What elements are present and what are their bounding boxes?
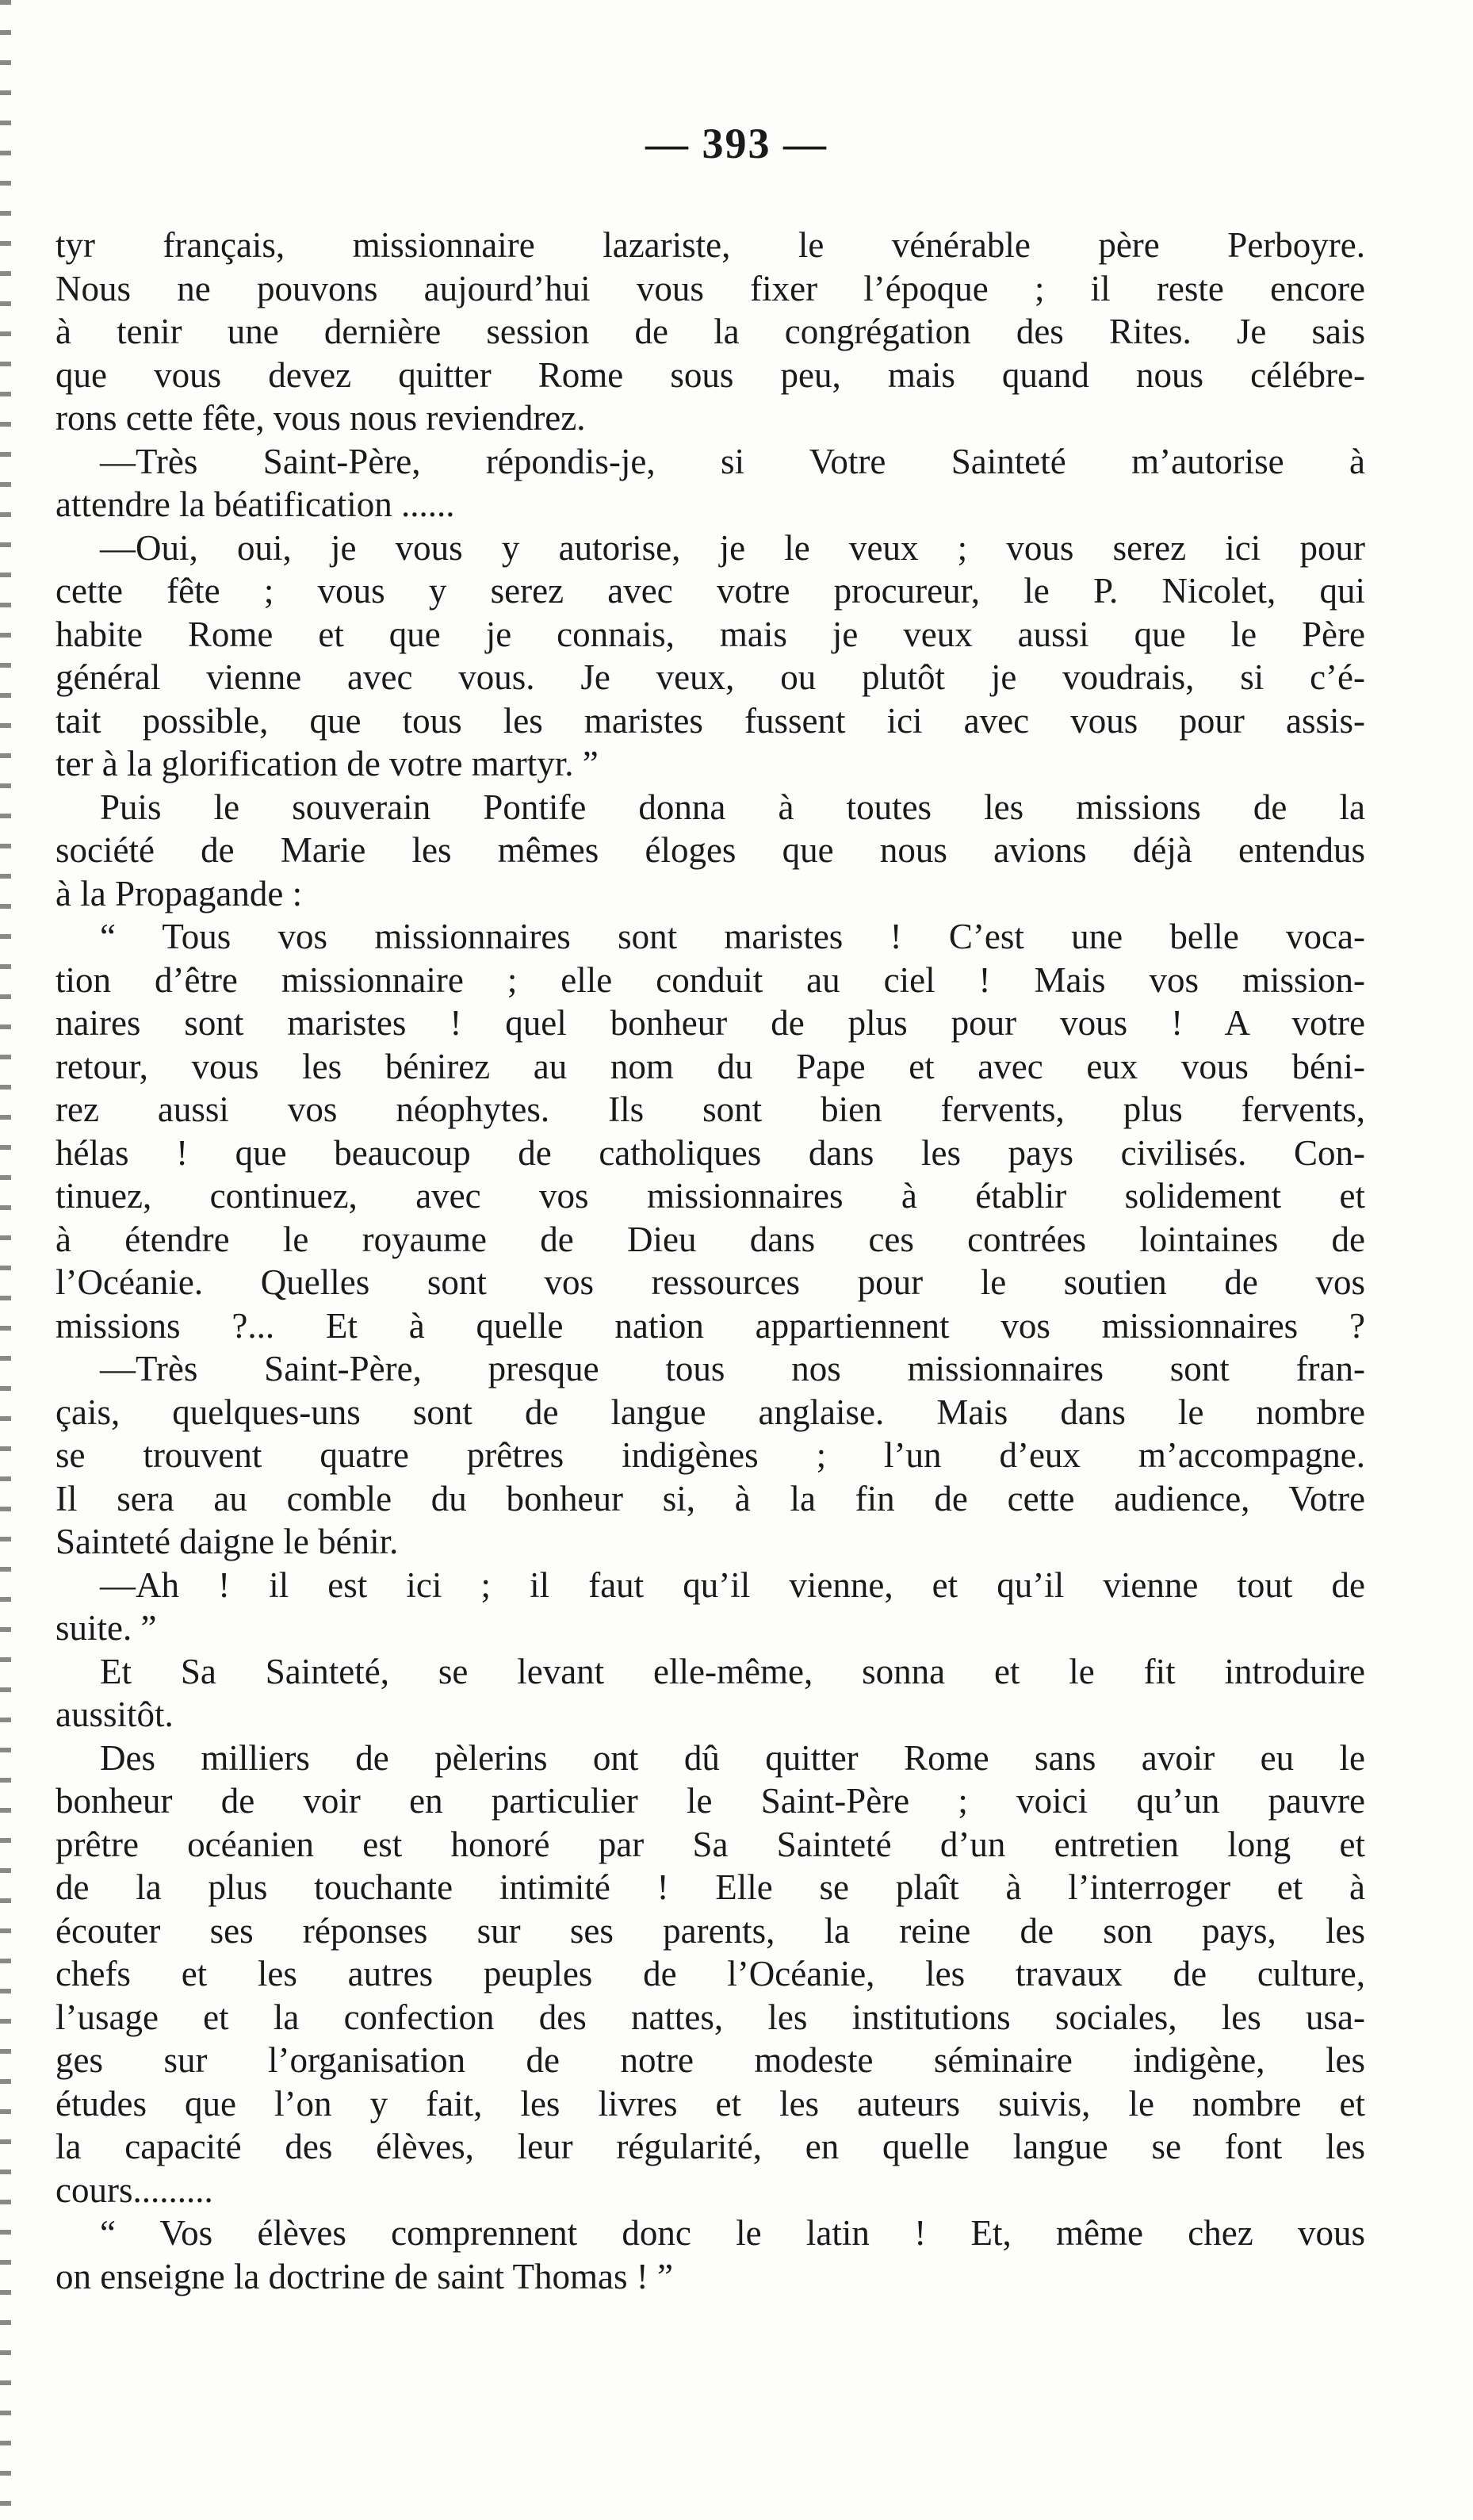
text-line: l’usage et la confection des nattes, les institutions sociales, les usa- bbox=[55, 1997, 1365, 2037]
text-line: Puis le souverain Pontife donna à toutes les missions de la bbox=[100, 787, 1365, 827]
text-line: ter à la glorification de votre martyr. ” bbox=[55, 744, 599, 783]
text-line: à la Propagande : bbox=[55, 873, 303, 913]
text-line: suite. ” bbox=[55, 1608, 157, 1648]
text-line: Il sera au comble du bonheur si, à la fin de cette audience, Votre bbox=[55, 1478, 1365, 1519]
text-line: tyr français, missionnaire lazariste, le vénérable père Perboyre. bbox=[55, 225, 1365, 265]
text-line: —Ah ! il est ici ; il faut qu’il vienne, et qu’il vienne tout de bbox=[100, 1564, 1365, 1605]
text-line: cours......... bbox=[55, 2170, 213, 2210]
text-line: habite Rome et que je connais, mais je veux aussi que le Père bbox=[55, 614, 1365, 654]
text-line: Nous ne pouvons aujourd’hui vous fixer l’époque ; il reste encore bbox=[55, 268, 1365, 308]
scan-left-edge bbox=[0, 0, 11, 2520]
text-line: à tenir une dernière session de la congrégation des Rites. Je sais bbox=[55, 312, 1365, 351]
text-line: aussitôt. bbox=[55, 1695, 174, 1734]
text-line: rez aussi vos néophytes. Ils sont bien fervents, plus fervents, bbox=[55, 1090, 1365, 1129]
text-line: Et Sa Sainteté, se levant elle-même, sonna et le fit introduire bbox=[100, 1651, 1365, 1691]
text-line: “ Tous vos missionnaires sont maristes ! C’est une belle voca- bbox=[100, 917, 1365, 956]
text-line: de la plus touchante intimité ! Elle se plaît à l’interroger et à bbox=[55, 1867, 1365, 1907]
page-number: — 393 — bbox=[645, 120, 828, 167]
text-line: tinuez, continuez, avec vos missionnaires à établir solidement et bbox=[55, 1176, 1365, 1216]
text-line: çais, quelques-uns sont de langue anglaise. Mais dans le nombre bbox=[55, 1392, 1365, 1432]
text-line: tait possible, que tous les maristes fussent ici avec vous pour assis- bbox=[55, 700, 1365, 741]
text-line: chefs et les autres peuples de l’Océanie, les travaux de culture, bbox=[55, 1954, 1365, 1993]
text-line: on enseigne la doctrine de saint Thomas ! ” bbox=[55, 2256, 673, 2296]
text-line: prêtre océanien est honoré par Sa Sainteté d’un entretien long et bbox=[55, 1824, 1365, 1864]
text-line: —Très Saint-Père, répondis-je, si Votre Sainteté m’autorise à bbox=[100, 441, 1365, 481]
text-line: hélas ! que beaucoup de catholiques dans les pays civilisés. Con- bbox=[55, 1132, 1365, 1173]
text-line: écouter ses réponses sur ses parents, la reine de son pays, les bbox=[55, 1910, 1365, 1951]
text-line: l’Océanie. Quelles sont vos ressources pour le soutien de vos bbox=[55, 1262, 1365, 1302]
text-line: Sainteté daigne le bénir. bbox=[55, 1522, 399, 1561]
text-line: la capacité des élèves, leur régularité, en quelle langue se font les bbox=[55, 2127, 1365, 2166]
text-line: se trouvent quatre prêtres indigènes ; l’un d’eux m’accompagne. bbox=[55, 1435, 1365, 1475]
text-line: —Oui, oui, je vous y autorise, je le veux ; vous serez ici pour bbox=[100, 527, 1365, 568]
text-line: études que l’on y fait, les livres et les auteurs suivis, le nombre et bbox=[55, 2083, 1365, 2124]
text-line: général vienne avec vous. Je veux, ou plutôt je voudrais, si c’é- bbox=[55, 657, 1365, 697]
text-line: —Très Saint-Père, presque tous nos missionnaires sont fran- bbox=[100, 1349, 1365, 1388]
text-line: attendre la béatification ...... bbox=[55, 484, 455, 524]
text-line: missions ?... Et à quelle nation appartiennent vos missionnaires ? bbox=[55, 1305, 1365, 1346]
text-line: rons cette fête, vous nous reviendrez. bbox=[55, 398, 586, 438]
text-line: Des milliers de pèlerins ont dû quitter Rome sans avoir eu le bbox=[100, 1737, 1365, 1778]
text-line: à étendre le royaume de Dieu dans ces contrées lointaines de bbox=[55, 1219, 1365, 1259]
text-line: société de Marie les mêmes éloges que nous avions déjà entendus bbox=[55, 830, 1365, 870]
text-line: ges sur l’organisation de notre modeste séminaire indigène, les bbox=[55, 2040, 1365, 2080]
text-line: bonheur de voir en particulier le Saint-Père ; voici qu’un pauvre bbox=[55, 1781, 1365, 1821]
text-line: tion d’être missionnaire ; elle conduit au ciel ! Mais vos mission- bbox=[55, 959, 1365, 1000]
text-line: “ Vos élèves comprennent donc le latin ! Et, même chez vous bbox=[100, 2213, 1365, 2253]
text-line: retour, vous les bénirez au nom du Pape et avec eux vous béni- bbox=[55, 1046, 1365, 1086]
text-line: naires sont maristes ! quel bonheur de plus pour vous ! A votre bbox=[55, 1003, 1365, 1043]
body-text bbox=[55, 224, 1365, 2298]
text-line: que vous devez quitter Rome sous peu, mais quand nous célébre- bbox=[55, 354, 1365, 395]
text-line: cette fête ; vous y serez avec votre procureur, le P. Nicolet, qui bbox=[55, 571, 1365, 611]
